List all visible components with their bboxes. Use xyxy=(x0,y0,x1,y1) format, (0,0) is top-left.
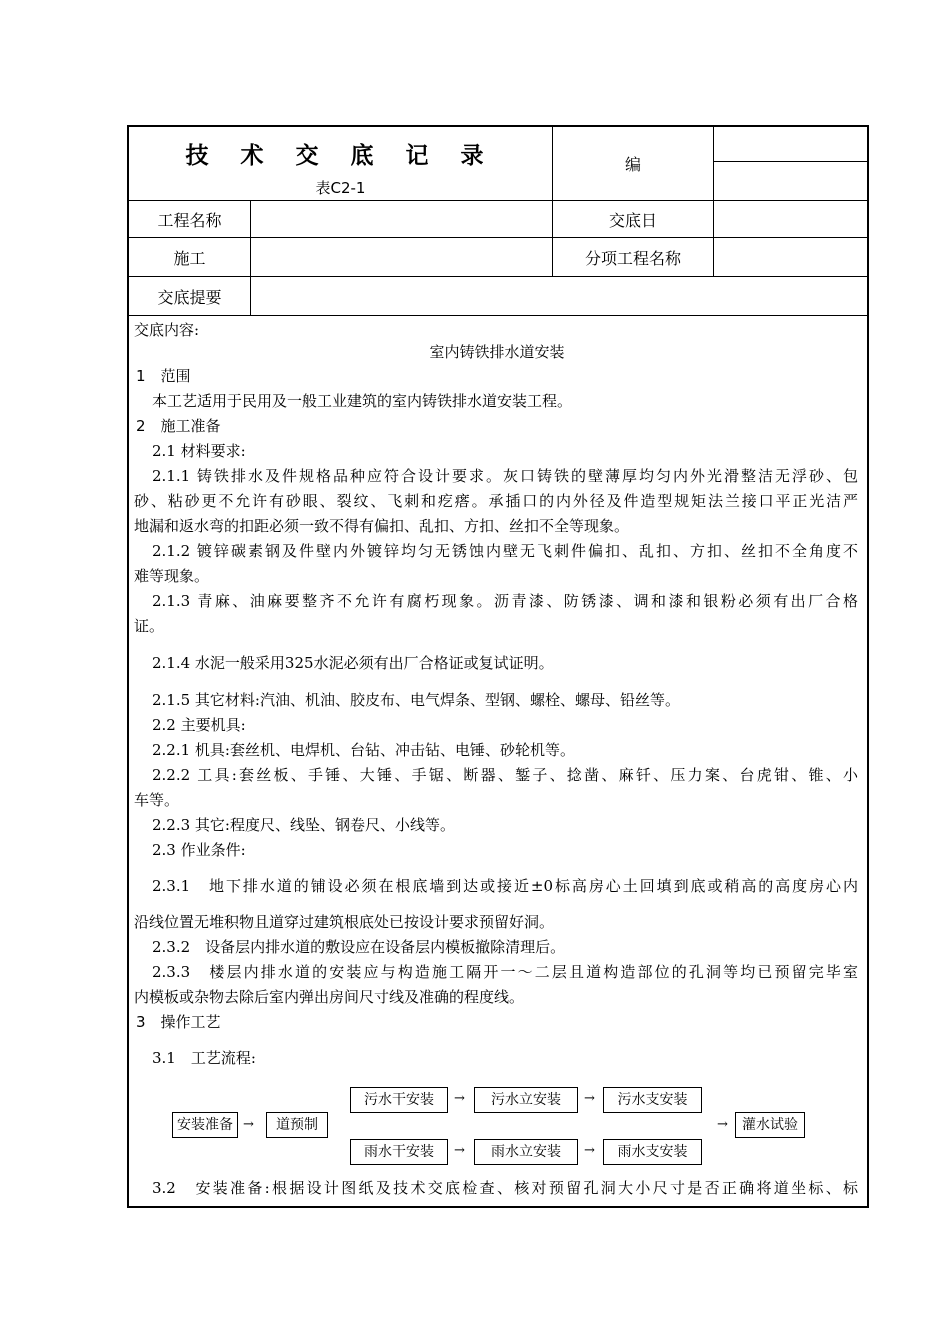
section-2-2: 2.2 主要机具: xyxy=(152,716,246,734)
subproject-field[interactable] xyxy=(714,238,867,276)
subproject-label: 分项工程名称 xyxy=(584,248,681,268)
section-2-3-1-line2: 沿线位置无堆积物且道穿过建筑根底处已按设计要求预留好洞。 xyxy=(134,913,555,931)
flow-box-prefab: 道预制 xyxy=(266,1112,328,1138)
summary-field[interactable] xyxy=(251,277,867,315)
date-label: 交底日 xyxy=(608,210,657,230)
section-2-3: 2.3 作业条件: xyxy=(152,841,246,859)
section-2-2-3: 2.2.3 其它:程度尺、线坠、钢卷尺、小线等。 xyxy=(152,816,455,834)
section-3-title: 3 操作工艺 xyxy=(136,1013,221,1031)
section-2-1-2-line2: 难等现象。 xyxy=(134,567,210,585)
section-1-text: 本工艺适用于民用及一般工业建筑的室内铸铁排水道安装工程。 xyxy=(152,392,573,410)
date-field[interactable] xyxy=(714,201,867,237)
content-intro: 交底内容: xyxy=(134,321,200,339)
flow-box-sewage-main: 污水干安装 xyxy=(350,1087,448,1113)
flow-arrow-5: → xyxy=(584,1143,595,1158)
flow-arrow-1: → xyxy=(243,1117,254,1132)
section-2-title: 2 施工准备 xyxy=(136,417,221,435)
flow-box-test: 灌水试验 xyxy=(735,1112,805,1138)
flow-box-rain-main: 雨水干安装 xyxy=(350,1139,448,1165)
section-1-title: 1 范围 xyxy=(136,367,191,385)
project-name-field[interactable] xyxy=(251,201,552,237)
flow-box-sewage-riser: 污水立安装 xyxy=(474,1087,578,1113)
section-3-1: 3.1 工艺流程: xyxy=(152,1049,256,1067)
form-title: 技 术 交 底 记 录 xyxy=(185,142,496,169)
form-number: 表C2-1 xyxy=(315,178,366,197)
section-2-2-1: 2.2.1 机具:套丝机、电焊机、台钻、冲击钻、电锤、砂轮机等。 xyxy=(152,741,575,759)
summary-label: 交底提要 xyxy=(157,287,222,307)
construction-field[interactable] xyxy=(251,238,552,276)
document-title: 室内铸铁排水道安装 xyxy=(429,343,565,361)
flow-arrow-2: → xyxy=(454,1091,465,1106)
section-2-1-1-line3: 地漏和返水弯的扣距必须一致不得有偏扣、乱扣、方扣、丝扣不全等现象。 xyxy=(134,517,630,535)
section-2-2-2-line2: 车等。 xyxy=(134,791,180,809)
section-2-1-2-line1: 2.1.2 镀锌碳素钢及件壁内外镀锌均匀无锈蚀内壁无飞刺件偏扣、乱扣、方扣、丝扣不全角度不 xyxy=(152,542,858,560)
flow-arrow-6: → xyxy=(717,1117,728,1132)
flow-arrow-3: → xyxy=(584,1091,595,1106)
flow-box-start: 安装准备 xyxy=(172,1112,238,1138)
flow-arrow-4: → xyxy=(454,1143,465,1158)
rule-h4 xyxy=(127,315,869,316)
section-2-1-5: 2.1.5 其它材料:汽油、机油、胶皮布、电气焊条、型钢、螺栓、螺母、铅丝等。 xyxy=(152,691,680,709)
section-3-2: 3.2 安装准备:根据设计图纸及技术交底检查、核对预留孔洞大小尺寸是否正确将道坐标、标 xyxy=(152,1179,858,1197)
bian-label: 编 xyxy=(624,155,641,174)
section-2-1: 2.1 材料要求: xyxy=(152,442,246,460)
bian-field-2[interactable] xyxy=(714,162,867,200)
section-2-3-1-line1: 2.3.1 地下排水道的铺设必须在根底墙到达或接近±0标高房心土回填到底或稍高的高度房心内 xyxy=(152,877,858,895)
section-2-1-3-line2: 证。 xyxy=(134,617,165,635)
section-2-1-3-line1: 2.1.3 青麻、油麻要整齐不允许有腐朽现象。沥青漆、防锈漆、调和漆和银粉必须有出厂合格 xyxy=(152,592,858,610)
flow-box-sewage-branch: 污水支安装 xyxy=(603,1087,702,1113)
construction-label: 施工 xyxy=(173,248,206,268)
section-2-1-1-line1: 2.1.1 铸铁排水及件规格品种应符合设计要求。灰口铸铁的壁薄厚均匀内外光滑整洁无浮砂、包 xyxy=(152,467,858,485)
section-2-3-3-line1: 2.3.3 楼层内排水道的安装应与构造施工隔开一～二层且道构造部位的孔洞等均已预留完毕室 xyxy=(152,963,858,981)
section-2-2-2-line1: 2.2.2 工具:套丝板、手锤、大锤、手锯、断器、錾子、捻凿、麻钎、压力案、台虎钳、锥、小 xyxy=(152,766,858,784)
bian-field-1[interactable] xyxy=(714,127,867,161)
flow-box-rain-riser: 雨水立安装 xyxy=(474,1139,578,1165)
project-name-label: 工程名称 xyxy=(157,210,222,230)
section-2-3-2: 2.3.2 设备层内排水道的敷设应在设备层内模板撤除清理后。 xyxy=(152,938,566,956)
section-2-1-1-line2: 砂、粘砂更不允许有砂眼、裂纹、飞刺和疙瘩。承插口的内外径及件造型规矩法兰接口平正光洁严 xyxy=(134,492,858,510)
section-2-1-4: 2.1.4 水泥一般采用325水泥必须有出厂合格证或复试证明。 xyxy=(152,654,554,672)
flow-box-rain-branch: 雨水支安装 xyxy=(603,1139,702,1165)
section-2-3-3-line2: 内模板或杂物去除后室内弹出房间尺寸线及准确的程度线。 xyxy=(134,988,525,1006)
